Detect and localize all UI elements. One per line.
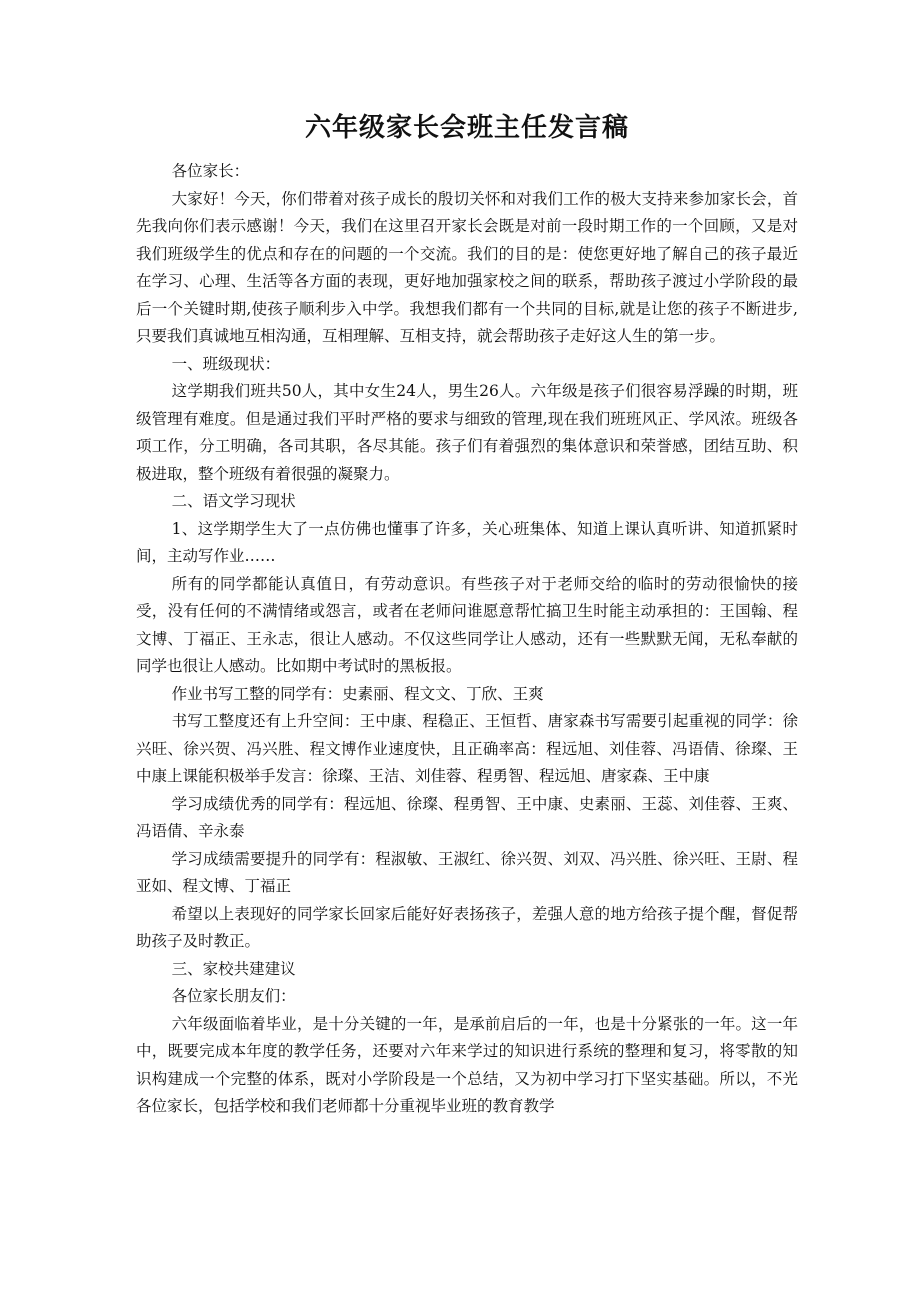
section-heading: 二、语文学习现状: [171, 492, 296, 510]
paragraph: 六年级面临着毕业，是十分关键的一年，是承前启后的一年，也是十分紧张的一年。这一年中，既要完成本年度的教学任务，还要对六年来学过的知识进行系统的整理和复习，将零散的知识构建成一个完整的体系，既对小学阶段是一个总结，又为初中学习打下坚实基础。所以，不光各位家长，包括学校和我们老师都十分重视毕业班的教育教学: [136, 1014, 798, 1115]
paragraph: 书写工整度还有上升空间：王中康、程稳正、王恒哲、唐家森书写需要引起重视的同学：徐兴旺、徐兴贺、冯兴胜、程文博作业速度快，且正确率高：程远旭、刘佳蓉、冯语倩、徐璨、王中康上课能积极举手发言：徐璨、王洁、刘佳蓉、程勇智、程远旭、唐家森、王中康: [136, 712, 798, 785]
document-page: [136, 108, 798, 1121]
paragraph: 各位家长：: [171, 162, 250, 180]
section-heading: 一、班级现状：: [171, 354, 281, 373]
paragraph: 学习成绩优秀的同学有：程远旭、徐璨、程勇智、王中康、史素丽、王蕊、刘佳蓉、王爽、冯语倩、辛永泰: [136, 794, 798, 840]
paragraph: 作业书写工整的同学有：史素丽、程文文、丁欣、王爽: [171, 684, 544, 703]
document-body: [136, 158, 798, 1121]
paragraph: 所有的同学都能认真值日，有劳动意识。有些孩子对于老师交给的临时的劳动很愉快的接受，没有任何的不满情绪或怨言，或者在老师问谁愿意帮忙搞卫生时能主动承担的：王国翰、程文博、丁福正、王永志，很让人感动。不仅这些同学让人感动，还有一些默默无闻，无私奉献的同学也很让人感动。比如期中考试时的黑板报。: [136, 574, 798, 675]
paragraph: 希望以上表现好的同学家长回家后能好好表扬孩子，差强人意的地方给孩子提个醒，督促帮助孩子及时教正。: [136, 904, 798, 950]
document-title: 六年级家长会班主任发言稿: [304, 113, 629, 143]
paragraph: 学习成绩需要提升的同学有：程淑敏、王淑红、徐兴贺、刘双、冯兴胜、徐兴旺、王尉、程亚如、程文博、丁福正: [136, 849, 798, 895]
paragraph: 各位家长朋友们：: [171, 987, 296, 1005]
paragraph: 这学期我们班共50人，其中女生24人，男生26人。六年级是孩子们很容易浮躁的时期，班级管理有难度。但是通过我们平时严格的要求与细致的管理,现在我们班班风正、学风浓。班级各项工作，分工明确，各司其职，各尽其能。孩子们有着强烈的集体意识和荣誉感，团结互助、积极进取，整个班级有着很强的凝聚力。: [136, 382, 798, 483]
paragraph: 大家好！今天，你们带着对孩子成长的殷切关怀和对我们工作的极大支持来参加家长会，首先我向你们表示感谢！今天，我们在这里召开家长会既是对前一段时期工作的一个回顾，又是对我们班级学生的优点和存在的问题的一个交流。我们的目的是：使您更好地了解自己的孩子最近在学习、心理、生活等各方面的表现，更好地加强家校之间的联系，帮助孩子渡过小学阶段的最后一个关键时期,使孩子顺利步入中学。我想我们都有一个共同的目标,就是让您的孩子不断进步,只要我们真诚地互相沟通，互相理解、互相支持，就会帮助孩子走好这人生的第一步。: [136, 189, 798, 345]
paragraph: 1、这学期学生大了一点仿佛也懂事了许多，关心班集体、知道上课认真听讲、知道抓紧时间，主动写作业……: [136, 519, 798, 565]
section-heading: 三、家校共建建议: [171, 959, 296, 978]
